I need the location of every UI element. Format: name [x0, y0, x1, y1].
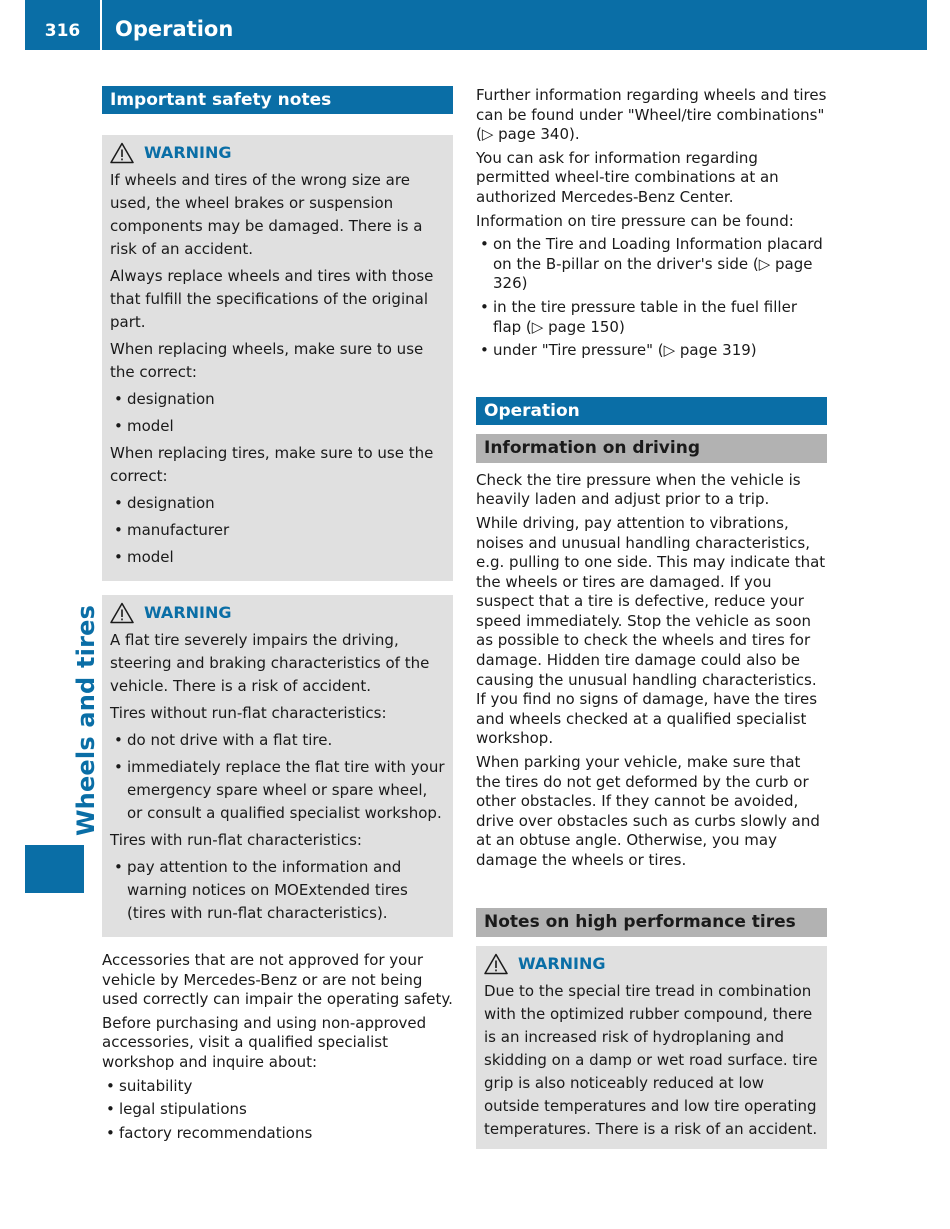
warning-title: WARNING [144, 143, 232, 162]
header-divider [100, 0, 102, 50]
page-section-title: Operation [115, 17, 234, 41]
list-item: • immediately replace the flat tire with your emergency spare wheel or spare wheel, or consult a qualified specialist workshop. [110, 756, 445, 825]
warning-triangle-icon [484, 953, 508, 975]
paragraph: Tires without run-flat characteristics: [110, 704, 387, 722]
paragraph: A flat tire severely impairs the driving, steering and braking characteristics of the vehicle. There is a risk of accident. [110, 631, 430, 695]
warning-header [110, 140, 445, 166]
paragraph: You can ask for information regarding permitted wheel-tire combinations at an authorized Mercedes-Benz Center. [476, 148, 779, 206]
paragraph: When replacing tires, make sure to use the correct: [110, 444, 434, 485]
list-item: • model [110, 546, 445, 569]
paragraph: Accessories that are not approved for your vehicle by Mercedes-Benz or are not being used correctly can impair the operating safety. [102, 951, 453, 1009]
warning-title: WARNING [144, 603, 232, 622]
warning-triangle-icon [110, 602, 134, 624]
body-text [102, 951, 453, 1143]
body-text [476, 471, 827, 871]
warning-title: WARNING [518, 953, 606, 973]
list-item: • pay attention to the information and warning notices on MOExtended tires (tires with run-flat characteristics). [110, 856, 445, 925]
left-column [102, 86, 453, 1147]
paragraph: Before purchasing and using non-approved accessories, visit a qualified specialist workshop and inquire about: [102, 1013, 427, 1071]
paragraph: When replacing wheels, make sure to use the correct: [110, 340, 424, 381]
right-column [476, 86, 827, 1149]
side-tab-label: Wheels and tires [72, 604, 100, 836]
paragraph: Further information regarding wheels and tires can be found under "Wheel/tire combinations" (▷ page 340). [476, 86, 827, 144]
body-text [476, 86, 827, 361]
paragraph: Information on tire pressure can be found: [476, 211, 794, 230]
paragraph: Tires with run-flat characteristics: [110, 831, 362, 849]
list-item: • do not drive with a flat tire. [110, 729, 445, 752]
list-item: • designation [110, 388, 445, 411]
bullet-list [102, 1077, 453, 1144]
list-item: • legal stipulations [102, 1100, 453, 1120]
list-item: • under "Tire pressure" (▷ page 319) [476, 341, 827, 361]
bullet-list [476, 235, 827, 361]
warning-header [110, 600, 445, 626]
warning-header [484, 951, 819, 977]
side-tab-marker [25, 845, 84, 893]
bullet-list [110, 492, 445, 569]
bullet-list [110, 856, 445, 925]
paragraph: Always replace wheels and tires with those that fulfill the specifications of the original part. [110, 267, 434, 331]
bullet-list [110, 729, 445, 825]
section-heading-operation: Operation [476, 397, 827, 425]
warning-box [102, 135, 453, 581]
list-item: • in the tire pressure table in the fuel filler flap (▷ page 150) [476, 298, 827, 337]
list-item: • manufacturer [110, 519, 445, 542]
list-item: • suitability [102, 1077, 453, 1097]
warning-box [102, 595, 453, 937]
subsection-heading-driving: Information on driving [476, 434, 827, 463]
paragraph: Due to the special tire tread in combination with the optimized rubber compound, there is an increased risk of hydroplaning and skidding on a damp or wet road surface. tire grip is also noticeably reduced at low outside temperatures and low tire operating temperatures. There is a risk of an accident. [484, 981, 818, 1138]
page-number: 316 [44, 21, 81, 41]
paragraph: When parking your vehicle, make sure that the tires do not get deformed by the curb or other obstacles. If they cannot be avoided, drive over obstacles such as curbs slowly and at an obtuse angle. Otherwise, you may damage the wheels or tires. [476, 753, 820, 869]
warning-triangle-icon [110, 142, 134, 164]
paragraph: If wheels and tires of the wrong size are used, the wheel brakes or suspension components may be damaged. There is a risk of an accident. [110, 171, 423, 258]
list-item: • designation [110, 492, 445, 515]
list-item: • factory recommendations [102, 1124, 453, 1144]
paragraph: While driving, pay attention to vibrations, noises and unusual handling characteristics, e.g. pulling to one side. This may indicate that the wheels or tires are damaged. If you suspect that a tire is defective, reduce your speed immediately. Stop the vehicle as soon as possible to check the wheels and tires for damage. Hidden tire damage could also be causing the unusual handling characteristics. If you find no signs of damage, have the tires and wheels checked at a qualified specialist workshop. [476, 513, 826, 748]
list-item: • on the Tire and Loading Information placard on the B-pillar on the driver's side (▷ page 326) [476, 235, 827, 294]
bullet-list [110, 388, 445, 438]
section-heading: Important safety notes [102, 86, 453, 114]
list-item: • model [110, 415, 445, 438]
subsection-heading-performance-tires: Notes on high performance tires [476, 908, 827, 937]
warning-box [476, 946, 827, 1149]
paragraph: Check the tire pressure when the vehicle is heavily laden and adjust prior to a trip. [476, 470, 801, 509]
